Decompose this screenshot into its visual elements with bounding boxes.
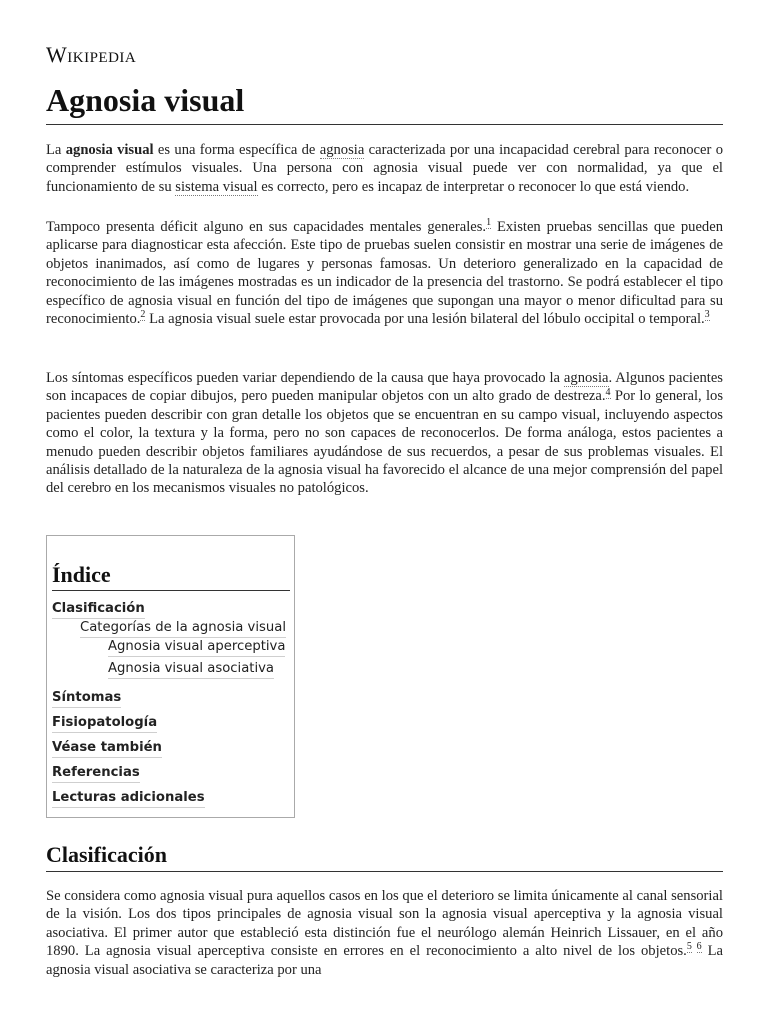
intro-paragraph-2 xyxy=(46,218,723,328)
toc-item-categorias[interactable]: Categorías de la agnosia visual xyxy=(80,619,286,638)
toc-item-sintomas[interactable]: Síntomas xyxy=(52,689,121,708)
section-heading-clasificacion: Clasificación xyxy=(46,840,723,872)
intro-paragraph-3 xyxy=(46,369,723,498)
toc-heading: Índice xyxy=(52,560,290,591)
toc-item-aperceptiva[interactable]: Agnosia visual aperceptiva xyxy=(108,638,285,657)
toc-item-asociativa[interactable]: Agnosia visual asociativa xyxy=(108,660,274,679)
text-span: caracterizada por una incapacidad cerebral para reconocer o comprender estímulos visuales. Una persona con agnosia visual puede ver con normalidad, ya que el funcionamiento de su xyxy=(46,142,723,195)
text-span: La xyxy=(46,142,66,158)
text-span: . Algunos pacientes son incapaces de copiar dibujos, pero pueden manipular objetos con un alto grado de destreza. xyxy=(46,370,723,405)
page-title: Agnosia visual xyxy=(46,80,723,125)
link-agnosia[interactable]: agnosia xyxy=(319,142,365,158)
text-span: La agnosia visual suele estar provocada por una lesión bilateral del lóbulo occipital o temporal. xyxy=(145,311,705,328)
text-span: es correcto, pero es incapaz de interpretar o reconocer lo que está viendo. xyxy=(257,178,690,195)
bold-term: agnosia visual xyxy=(65,142,154,158)
text-span: Los síntomas específicos pueden variar dependiendo de la causa que haya provocado la xyxy=(46,370,564,386)
reference-2[interactable]: 2 xyxy=(140,309,146,321)
toc-item-vease-tambien[interactable]: Véase también xyxy=(52,739,162,758)
link-sistema-visual[interactable]: sistema visual xyxy=(175,178,258,195)
text-span: Tampoco presenta déficit alguno en sus capacidades mentales generales. xyxy=(46,219,487,235)
reference-3[interactable]: 3 xyxy=(704,309,710,321)
text-span: Se considera como agnosia visual pura aquellos casos en los que el deterioro se limita únicamente al canal sensorial de la visión. Los dos tipos principales de agnosia visual son la agnosia visual aperceptiva y la agnosia visual asociativa. El primer autor que estableció esta distinción fue el neurólogo alemán Heinrich Lissauer, en el año 1890. La agnosia visual aperceptiva consiste en errores en el reconocimiento a alto nivel de los objetos. xyxy=(46,888,723,960)
table-of-contents xyxy=(46,535,295,818)
toc-item-lecturas[interactable]: Lecturas adicionales xyxy=(52,789,205,808)
reference-1[interactable]: 1 xyxy=(486,217,492,229)
reference-6[interactable]: 6 xyxy=(696,941,702,953)
reference-5[interactable]: 5 xyxy=(686,941,692,953)
toc-item-fisiopatologia[interactable]: Fisiopatología xyxy=(52,714,157,733)
reference-4[interactable]: 4 xyxy=(605,386,611,398)
text-span: Por lo general, los pacientes pueden describir con gran detalle los objetos que se encuentran en su campo visual, incluyendo aspectos como el color, la textura y la forma, pero no son capaces de reconocerlos. De forma análoga, estos pacientes a menudo pueden describir objetos familiares ayudándose de sus recuerdos, a pesar de sus problemas visuales. El análisis detallado de la naturaleza de la agnosia visual ha favorecido el alcance de una mejor comprensión del papel del cerebro en los mecanismos visuales no patológicos. xyxy=(46,388,723,497)
text-span: Existen pruebas sencillas que pueden aplicarse para diagnosticar esta afección. Este tipo de pruebas suelen consistir en mostrar una serie de imágenes de objetos inanimados, así como de lugares y personas famosas. Un deterioro generalizado en la capacidad de reconocimiento de las imágenes mostradas es un indicador de la presencia del trastorno. Se podrá establecer el tipo específico de agnosia visual en función del tipo de imágenes que supongan una mayor o menor dificultad para su reconocimiento. xyxy=(46,219,723,328)
link-agnosia-2[interactable]: agnosia xyxy=(563,370,609,386)
toc-item-referencias[interactable]: Referencias xyxy=(52,764,140,783)
text-span: La agnosia visual asociativa se caracteriza por una xyxy=(46,943,723,978)
toc-item-clasificacion[interactable]: Clasificación xyxy=(52,600,145,619)
intro-paragraph-1 xyxy=(46,141,723,196)
clasificacion-paragraph-1 xyxy=(46,887,723,979)
text-span: es una forma específica de xyxy=(153,142,320,158)
wikipedia-wordmark[interactable]: Wikipedia xyxy=(46,42,137,67)
